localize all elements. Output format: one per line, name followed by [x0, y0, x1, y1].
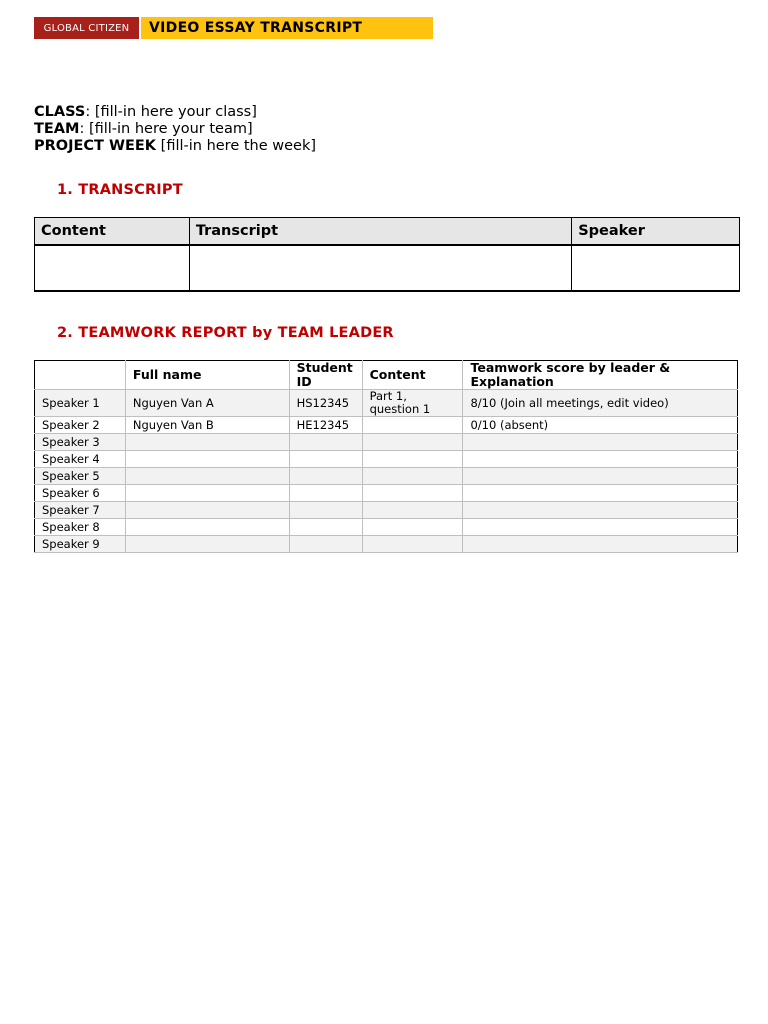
score-cell[interactable] [463, 519, 738, 536]
content-cell[interactable] [362, 519, 463, 536]
fullname-cell[interactable]: Nguyen Van A [125, 390, 289, 417]
fullname-cell[interactable] [125, 519, 289, 536]
week-line [34, 138, 316, 155]
team-value: : [fill-in here your team] [79, 121, 253, 137]
class-label: CLASS [34, 104, 86, 120]
content-cell[interactable] [362, 485, 463, 502]
transcript-col-speaker: Speaker [572, 218, 740, 246]
score-cell[interactable] [463, 451, 738, 468]
brand-logo: GLOBAL CITIZEN [34, 17, 139, 39]
speaker-cell: Speaker 4 [35, 451, 126, 468]
student-id-cell[interactable] [289, 502, 362, 519]
fullname-cell[interactable] [125, 485, 289, 502]
team-line [34, 121, 316, 138]
team-label: TEAM [34, 121, 80, 137]
speaker-cell: Speaker 2 [35, 417, 126, 434]
teamwork-col-student-id: Student ID [289, 361, 362, 390]
student-id-cell[interactable] [289, 519, 362, 536]
student-id-cell[interactable] [289, 434, 362, 451]
student-id-cell[interactable]: HS12345 [289, 390, 362, 417]
speaker-cell: Speaker 1 [35, 390, 126, 417]
table-row [35, 451, 738, 468]
transcript-heading: 1. TRANSCRIPT [57, 182, 183, 198]
fullname-cell[interactable]: Nguyen Van B [125, 417, 289, 434]
score-cell[interactable] [463, 536, 738, 553]
class-value: : [fill-in here your class] [85, 104, 257, 120]
fullname-cell[interactable] [125, 536, 289, 553]
speaker-cell: Speaker 3 [35, 434, 126, 451]
teamwork-col-fullname: Full name [125, 361, 289, 390]
fullname-cell[interactable] [125, 451, 289, 468]
content-cell[interactable] [362, 536, 463, 553]
table-row [35, 434, 738, 451]
speaker-cell: Speaker 5 [35, 468, 126, 485]
transcript-header-row [35, 218, 740, 246]
student-id-cell[interactable] [289, 468, 362, 485]
table-row [35, 536, 738, 553]
speaker-cell: Speaker 6 [35, 485, 126, 502]
content-cell[interactable] [362, 434, 463, 451]
teamwork-col-speaker [35, 361, 126, 390]
table-row [35, 485, 738, 502]
teamwork-header-row [35, 361, 738, 390]
header-band [34, 17, 433, 39]
score-cell[interactable] [463, 468, 738, 485]
score-cell[interactable]: 8/10 (Join all meetings, edit video) [463, 390, 738, 417]
student-id-cell[interactable] [289, 485, 362, 502]
content-cell[interactable] [362, 468, 463, 485]
week-label: PROJECT WEEK [34, 138, 157, 154]
teamwork-heading: 2. TEAMWORK REPORT by TEAM LEADER [57, 325, 394, 341]
table-row [35, 417, 738, 434]
score-cell[interactable] [463, 485, 738, 502]
score-cell[interactable]: 0/10 (absent) [463, 417, 738, 434]
teamwork-table [34, 360, 738, 553]
student-id-cell[interactable] [289, 451, 362, 468]
student-id-cell[interactable]: HE12345 [289, 417, 362, 434]
content-cell[interactable] [362, 502, 463, 519]
transcript-col-content: Content [35, 218, 190, 246]
transcript-cell-speaker[interactable] [572, 245, 740, 291]
document-title: VIDEO ESSAY TRANSCRIPT [141, 17, 433, 39]
week-value: [fill-in here the week] [156, 138, 317, 154]
speaker-cell: Speaker 9 [35, 536, 126, 553]
fullname-cell[interactable] [125, 434, 289, 451]
content-cell[interactable] [362, 417, 463, 434]
document-meta [34, 104, 316, 155]
table-row [35, 502, 738, 519]
transcript-row [35, 245, 740, 291]
transcript-cell-content[interactable] [35, 245, 190, 291]
teamwork-col-score: Teamwork score by leader & Explanation [463, 361, 738, 390]
class-line [34, 104, 316, 121]
table-row [35, 390, 738, 417]
teamwork-col-content: Content [362, 361, 463, 390]
student-id-cell[interactable] [289, 536, 362, 553]
score-cell[interactable] [463, 502, 738, 519]
table-row [35, 519, 738, 536]
transcript-cell-transcript[interactable] [189, 245, 571, 291]
transcript-table [34, 217, 740, 292]
speaker-cell: Speaker 7 [35, 502, 126, 519]
content-cell[interactable] [362, 451, 463, 468]
table-row [35, 468, 738, 485]
score-cell[interactable] [463, 434, 738, 451]
fullname-cell[interactable] [125, 468, 289, 485]
speaker-cell: Speaker 8 [35, 519, 126, 536]
transcript-col-transcript: Transcript [189, 218, 571, 246]
fullname-cell[interactable] [125, 502, 289, 519]
content-cell[interactable]: Part 1, question 1 [362, 390, 463, 417]
